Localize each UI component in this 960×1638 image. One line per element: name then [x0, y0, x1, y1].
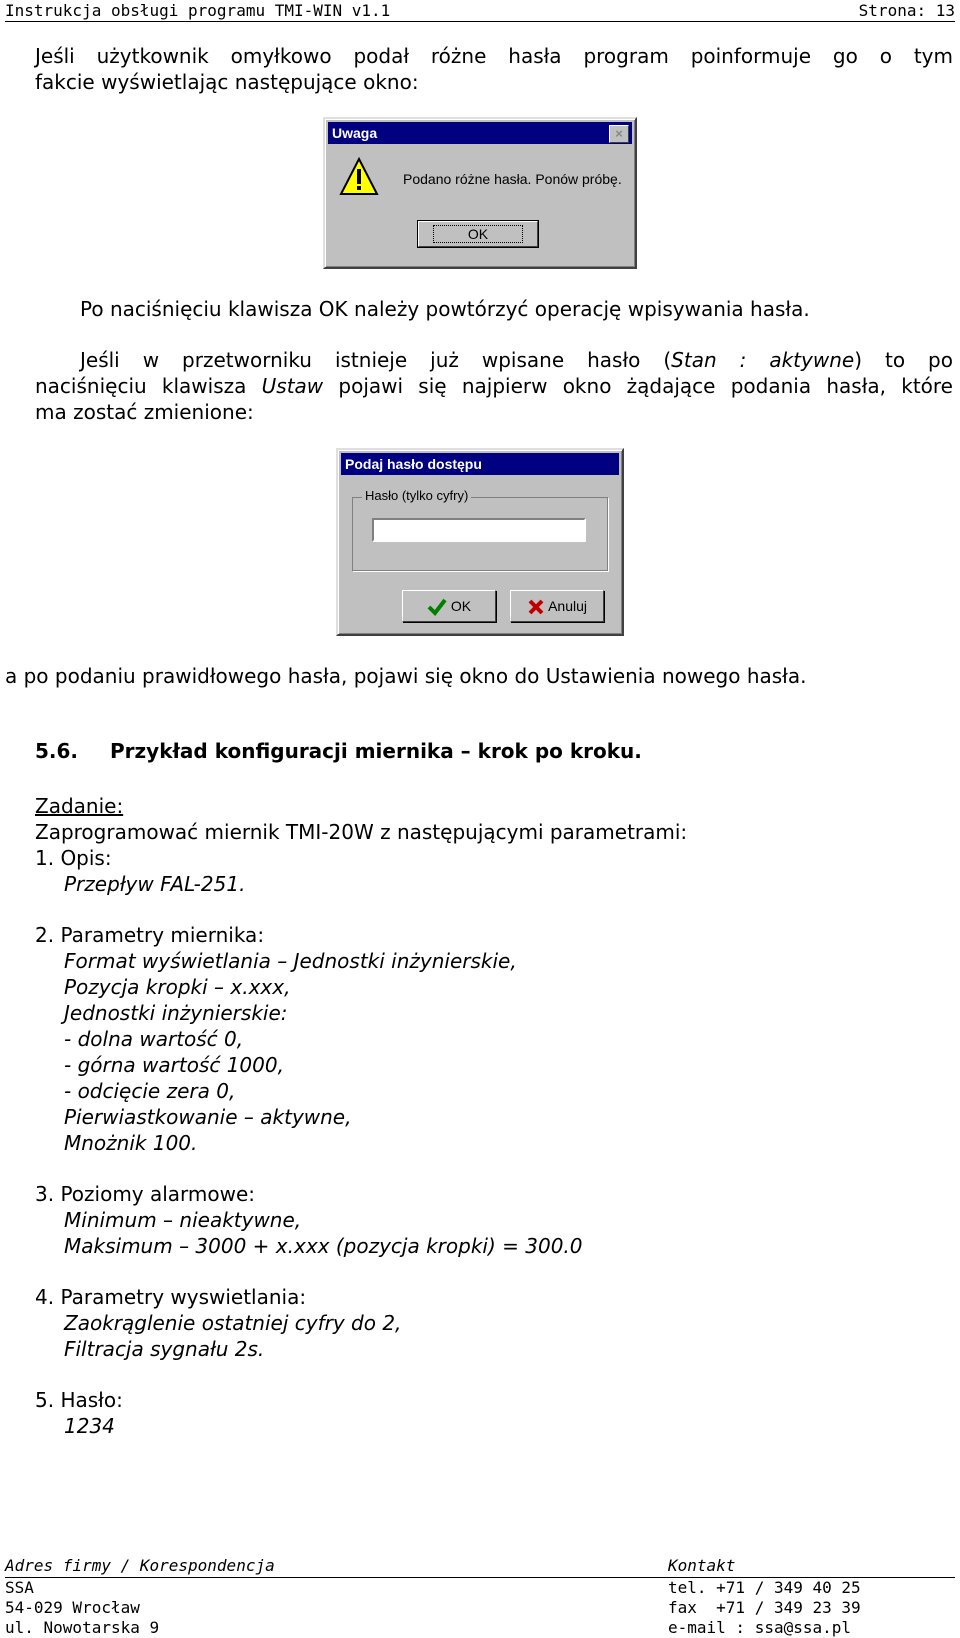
- para3-l1a: Jeśli w przetworniku istnieje już wpisane hasło (: [80, 348, 672, 372]
- password-input[interactable]: [372, 518, 586, 542]
- item1-head: 1. Opis:: [35, 846, 112, 870]
- footer-fax: fax +71 / 349 23 39: [668, 1598, 861, 1617]
- footer-address-title: Adres firmy / Korespondencja: [5, 1556, 275, 1575]
- cross-icon: [527, 598, 545, 616]
- para4: a po podaniu prawidłowego hasła, pojawi się okno do Ustawienia nowego hasła.: [5, 664, 807, 688]
- dialog-title: Uwaga: [332, 125, 378, 141]
- footer-email: e-mail : ssa@ssa.pl: [668, 1618, 852, 1637]
- item4-line: Zaokrąglenie ostatniej cyfry do 2,: [64, 1311, 402, 1335]
- item3-line: Maksimum – 3000 + x.xxx (pozycja kropki) = 300.0: [64, 1234, 583, 1258]
- para1-line2: fakcie wyświetlając następujące okno:: [35, 70, 419, 94]
- item2-head: 2. Parametry miernika:: [35, 923, 265, 947]
- dialog-titlebar: [341, 453, 619, 475]
- para3-l2c: pojawi się najpierw okno żądające podania hasła, które: [323, 374, 953, 398]
- para3-ustaw: Ustaw: [261, 374, 324, 398]
- footer-address-line: 54-029 Wrocław: [5, 1598, 140, 1617]
- para2: Po naciśnięciu klawisza OK należy powtórzyć operację wpisywania hasła.: [80, 297, 810, 321]
- para3-status: Stan : aktywne: [671, 348, 855, 372]
- section-title: Przykład konfiguracji miernika – krok po kroku.: [110, 739, 642, 763]
- item5-line: 1234: [64, 1414, 115, 1438]
- item5-head: 5. Hasło:: [35, 1388, 123, 1412]
- warning-dialog: [323, 117, 637, 269]
- item2-line: Mnożnik 100.: [64, 1131, 198, 1155]
- para3-line3: ma zostać zmienione:: [35, 400, 254, 424]
- footer-contact-title: Kontakt: [668, 1556, 736, 1575]
- item4-head: 4. Parametry wyswietlania:: [35, 1285, 307, 1309]
- item2-line: - dolna wartość 0,: [64, 1027, 244, 1051]
- check-icon: [427, 598, 447, 616]
- footer-address-line: ul. Nowotarska 9: [5, 1618, 160, 1637]
- close-button[interactable]: [609, 125, 629, 143]
- task-intro: Zaprogramować miernik TMI-20W z następującymi parametrami:: [35, 820, 688, 844]
- para3-l1c: ) to po: [854, 348, 953, 372]
- password-dialog: [336, 448, 624, 636]
- dialog-message: Podano różne hasła. Ponów próbę.: [403, 171, 622, 187]
- item2-line: Pozycja kropki – x.xxx,: [64, 975, 291, 999]
- footer-address-line: SSA: [5, 1578, 34, 1597]
- ok-button[interactable]: [418, 221, 538, 247]
- footer-phone: tel. +71 / 349 40 25: [668, 1578, 861, 1597]
- item2-line: - odcięcie zera 0,: [64, 1079, 236, 1103]
- header-title: Instrukcja obsługi programu TMI-WIN v1.1: [5, 1, 391, 20]
- password-group-label: Hasło (tylko cyfry): [362, 488, 471, 503]
- warning-icon: [339, 157, 379, 197]
- close-icon: ×: [615, 126, 623, 141]
- item2-line: - górna wartość 1000,: [64, 1053, 284, 1077]
- dialog-title: Podaj hasło dostępu: [345, 456, 482, 472]
- cancel-label: Anuluj: [548, 598, 588, 614]
- ok-label: OK: [450, 598, 472, 614]
- header-divider: [5, 21, 955, 22]
- item4-line: Filtracja sygnału 2s.: [64, 1337, 265, 1361]
- ok-label: OK: [433, 225, 523, 243]
- item1-line: Przepływ FAL-251.: [64, 872, 246, 896]
- item3-line: Minimum – nieaktywne,: [64, 1208, 302, 1232]
- para3-l2a: naciśnięciu klawisza: [35, 374, 262, 398]
- section-number: 5.6.: [35, 739, 79, 763]
- ok-button[interactable]: [402, 590, 496, 622]
- item2-line: Jednostki inżynierskie:: [64, 1001, 288, 1025]
- dialog-titlebar: [328, 122, 632, 144]
- para1-line1: Jeśli użytkownik omyłkowo podał różne hasła program poinformuje go o tym: [35, 44, 953, 68]
- para3-line2: [35, 373, 953, 399]
- item2-line: Pierwiastkowanie – aktywne,: [64, 1105, 352, 1129]
- task-label: Zadanie:: [35, 794, 124, 818]
- para3-line1: [35, 347, 953, 373]
- item2-line: Format wyświetlania – Jednostki inżynierskie,: [64, 949, 517, 973]
- cancel-button[interactable]: [510, 590, 604, 622]
- item3-head: 3. Poziomy alarmowe:: [35, 1182, 256, 1206]
- page-number: Strona: 13: [858, 1, 955, 20]
